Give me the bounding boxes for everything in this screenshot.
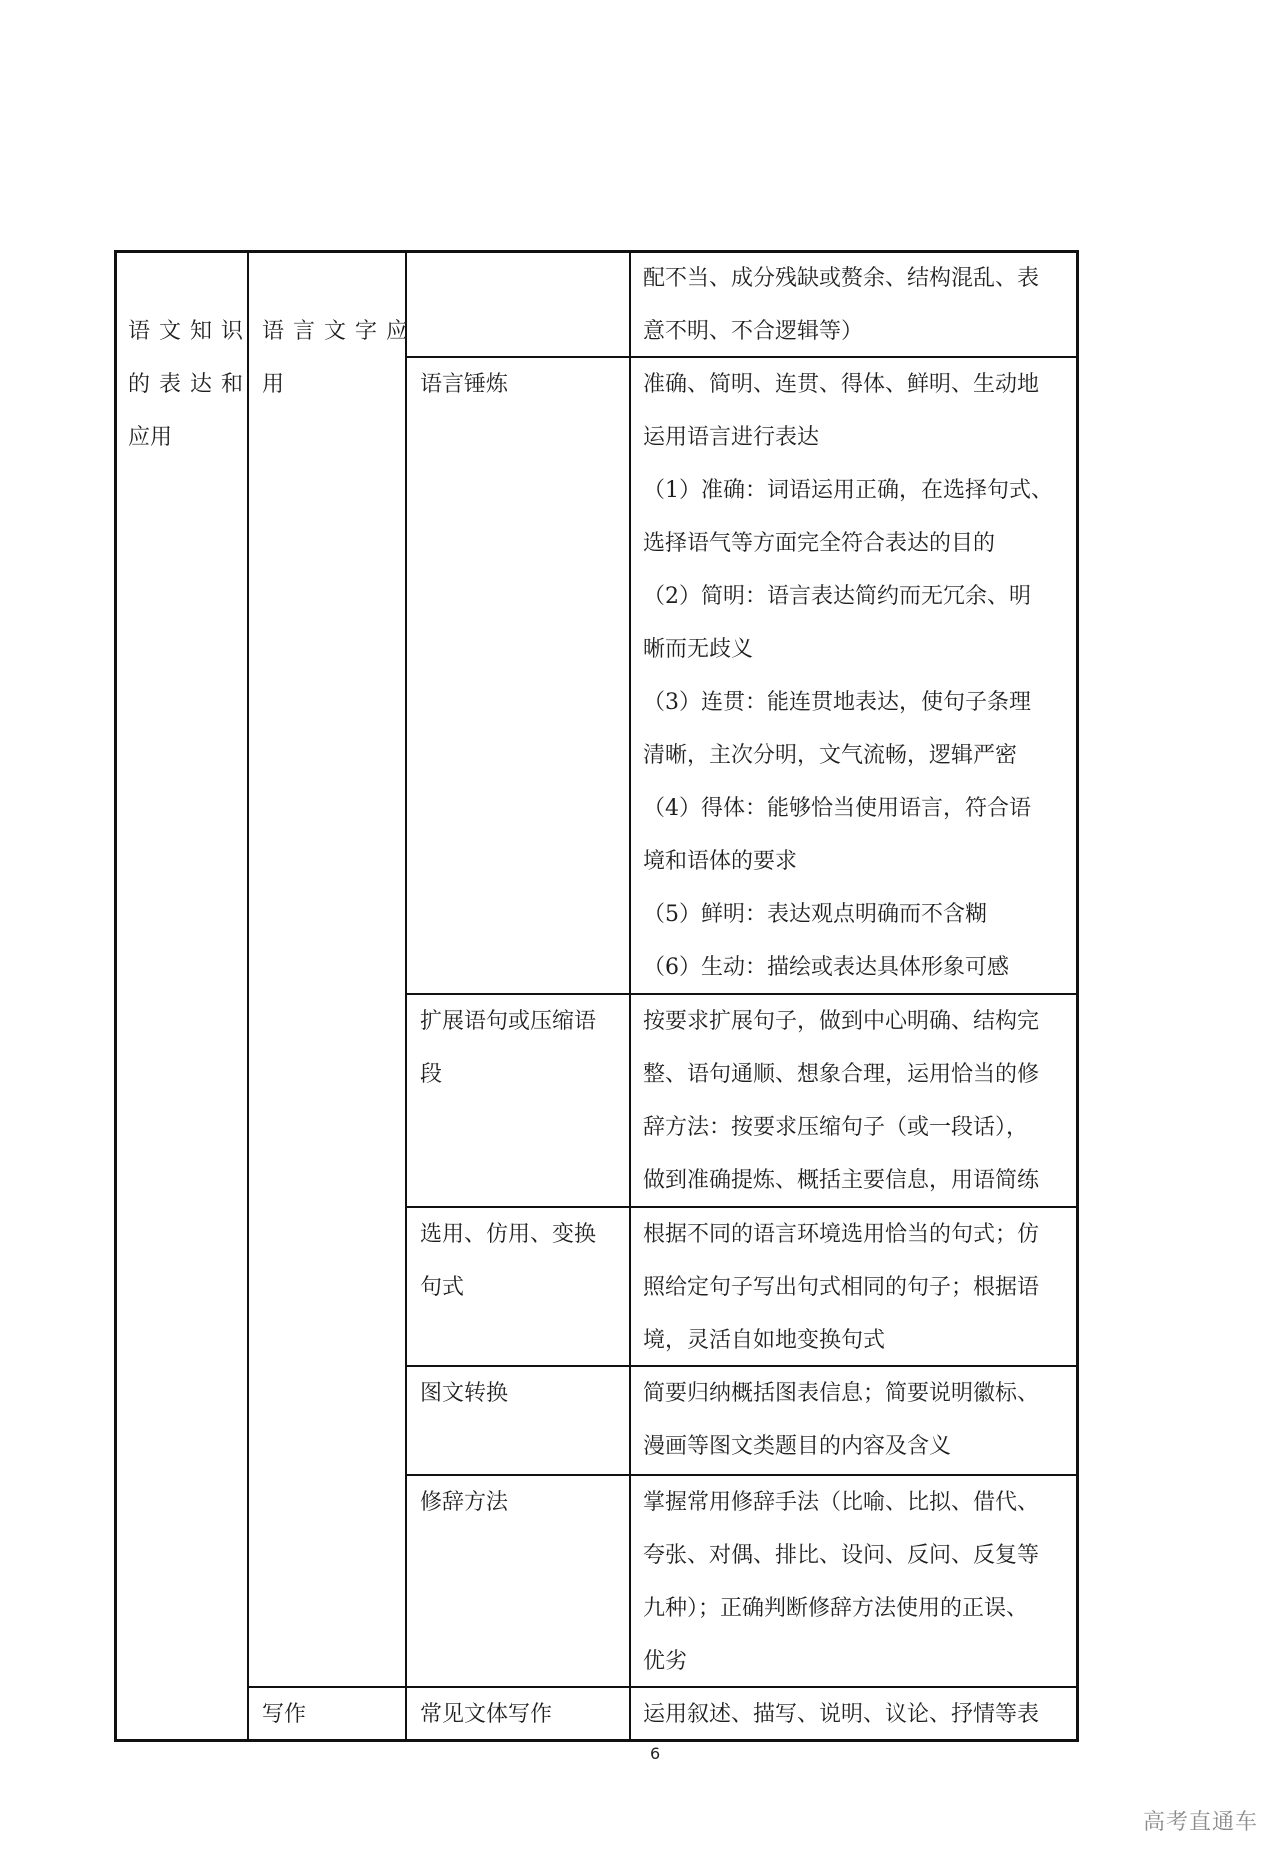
row1-topic: 语言锤炼 [420,372,509,397]
row5-content-line-4: 优劣 [643,1649,688,1674]
row6-topic: 常见文体写作 [420,1702,553,1727]
row1-content-line-12: （6）生动：描绘或表达具体形象可感 [643,955,1009,980]
col-divider-2 [405,250,407,1742]
row1-content-line-8: 清晰，主次分明，文气流畅，逻辑严密 [643,743,1018,768]
row5-topic: 修辞方法 [420,1490,509,1515]
row1-content-line-2: 运用语言进行表达 [643,425,820,450]
row2-content-line-2: 整、语句通顺、想象合理，运用恰当的修 [643,1062,1040,1087]
subcategory-writing: 写作 [262,1702,307,1727]
row5-content-line-3: 九种）；正确判断修辞方法使用的正误、 [643,1596,1029,1621]
row3-topic-line-1: 选用、仿用、变换 [420,1222,597,1247]
row3-topic-line-2: 句式 [420,1275,465,1300]
row2-topic-line-2: 段 [420,1062,443,1087]
row1-content-line-11: （5）鲜明：表达观点明确而不含糊 [643,902,987,927]
row1-content-line-4: 选择语气等方面完全符合表达的目的 [643,531,996,556]
row2-topic-line-1: 扩展语句或压缩语 [420,1009,597,1034]
row4-topic: 图文转换 [420,1381,509,1406]
subcategory-language-line-2: 用 [262,372,285,397]
row4-content-line-2: 漫画等图文类题目的内容及含义 [643,1434,952,1459]
category-line-1: 语文知识 [128,319,253,344]
category-line-2: 的表达和 [128,372,253,397]
row3-content-line-3: 境，灵活自如地变换句式 [643,1328,886,1353]
row2-content-line-3: 辞方法：按要求压缩句子（或一段话）， [643,1115,1029,1140]
subcategory-language-line-1: 语言文字应 [262,319,418,344]
row1-content-line-5: （2）简明：语言表达简约而无冗余、明 [643,584,1031,609]
row1-content-line-9: （4）得体：能够恰当使用语言，符合语 [643,796,1031,821]
row4-content-line-1: 简要归纳概括图表信息；简要说明徽标、 [643,1381,1040,1406]
watermark-text: 高考直通车 [1143,1810,1259,1835]
table-border-right [1076,250,1079,1742]
row3-content-line-2: 照给定句子写出句式相同的句子；根据语 [643,1275,1040,1300]
table-border-left [114,250,117,1742]
row2-content-line-4: 做到准确提炼、概括主要信息，用语简练 [643,1168,1040,1193]
row2-content-line-1: 按要求扩展句子，做到中心明确、结构完 [643,1009,1040,1034]
row1-content-line-3: （1）准确：词语运用正确，在选择句式、 [643,478,1053,503]
page-number: 6 [650,1744,661,1763]
row6-content-line-1: 运用叙述、描写、说明、议论、抒情等表 [643,1702,1040,1727]
row3-content-line-1: 根据不同的语言环境选用恰当的句式；仿 [643,1222,1040,1247]
row1-content-line-6: 晰而无歧义 [643,637,754,662]
row1-content-line-10: 境和语体的要求 [643,849,798,874]
row0-content-line-2: 意不明、不合逻辑等） [643,319,864,344]
category-line-3: 应用 [128,425,173,450]
col-divider-3 [629,250,631,1742]
row0-content-line-1: 配不当、成分残缺或赘余、结构混乱、表 [643,266,1040,291]
row1-content-line-1: 准确、简明、连贯、得体、鲜明、生动地 [643,372,1040,397]
row1-content-line-7: （3）连贯：能连贯地表达，使句子条理 [643,690,1031,715]
col-divider-1 [247,250,249,1742]
row5-content-line-2: 夸张、对偶、排比、设问、反问、反复等 [643,1543,1040,1568]
row5-content-line-1: 掌握常用修辞手法（比喻、比拟、借代、 [643,1490,1040,1515]
